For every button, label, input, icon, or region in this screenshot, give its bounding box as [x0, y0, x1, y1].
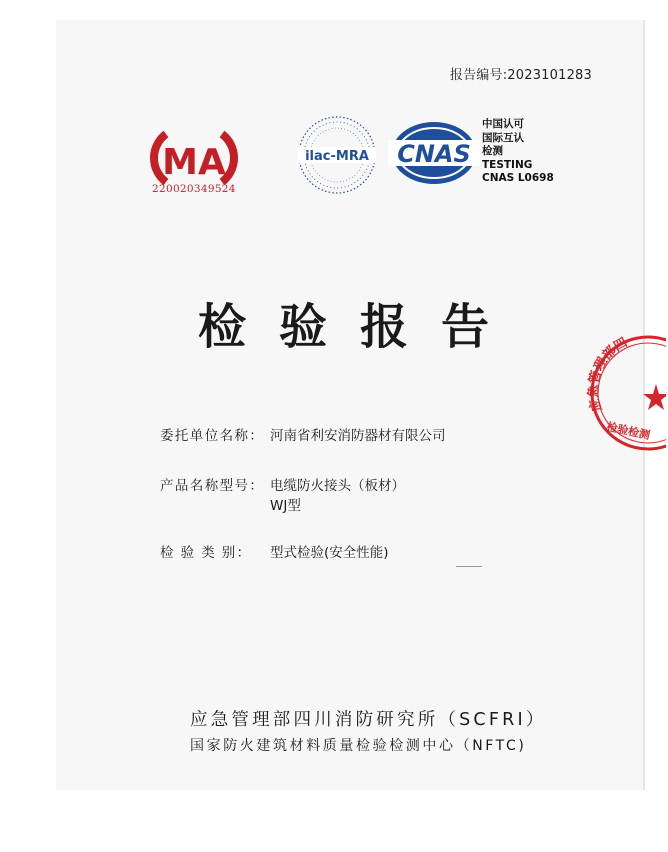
cma-logo-text: MA	[162, 142, 226, 183]
cnas-line: CNAS L0698	[482, 172, 554, 185]
ilac-logo-text: ilac-MRA	[305, 149, 369, 164]
field-value: 河南省利安消防器材有限公司	[270, 428, 446, 444]
footer-institute: 应急管理部四川消防研究所（SCFRI）	[190, 710, 547, 730]
field-label: 检 验 类 别：	[160, 545, 252, 561]
scan-mark	[456, 566, 482, 567]
report-number	[450, 64, 592, 83]
cnas-logo	[388, 118, 480, 188]
cnas-line: TESTING	[482, 158, 533, 171]
stamp-bottom-text: 检验检测	[605, 420, 652, 443]
field-product	[160, 474, 405, 514]
stamp-top-text: 应急管理部四	[586, 335, 631, 414]
field-value: 型式检验(安全性能)	[270, 545, 389, 561]
report-number-value: 2023101283	[507, 68, 592, 83]
field-value: 电缆防火接头（板材）	[270, 478, 405, 494]
cnas-line: 国际互认	[482, 131, 524, 144]
cnas-line: 中国认可	[482, 118, 524, 130]
field-client	[160, 424, 446, 444]
field-label: 委托单位名称：	[160, 428, 265, 444]
cnas-accreditation-text	[482, 118, 554, 186]
field-value-model: WJ型	[270, 498, 301, 514]
cnas-line: 检测	[482, 145, 503, 158]
field-test-type	[160, 541, 389, 561]
cma-code: 220020349524	[152, 183, 236, 195]
field-label: 产品名称型号：	[160, 478, 265, 494]
footer-center: 国家防火建筑材料质量检验检测中心（NFTC)	[190, 738, 527, 754]
page-title: 检验报告	[198, 299, 523, 355]
svg-text:应急管理部四	[586, 335, 630, 413]
ilac-mra-logo	[294, 112, 380, 198]
report-number-label: 报告编号:	[449, 68, 508, 83]
official-stamp	[586, 334, 666, 452]
cnas-logo-text: CNAS	[397, 140, 471, 168]
